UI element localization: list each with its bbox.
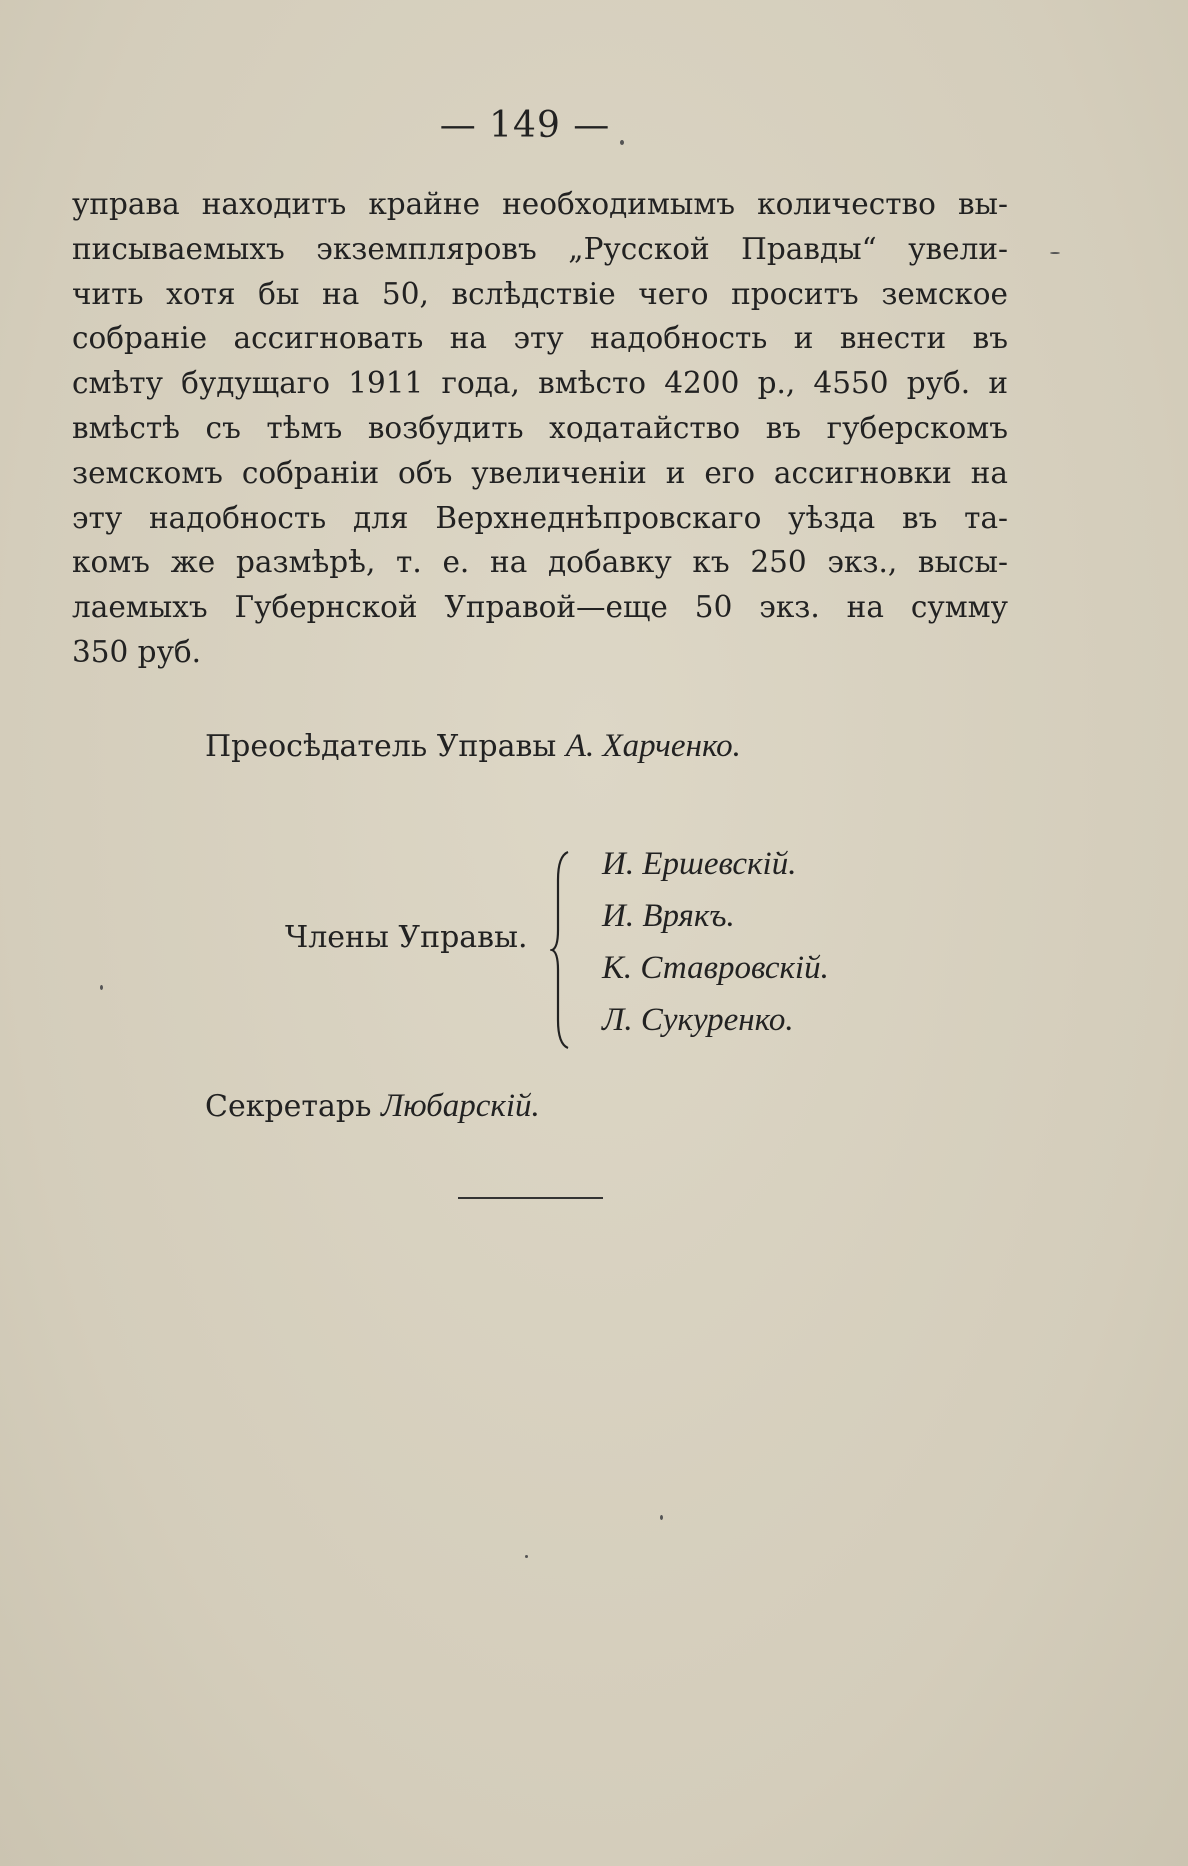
closing-rule [458, 1197, 603, 1199]
body-line: эту надобность для Верхнеднѣпровскаго уѣзда въ та- [72, 500, 1008, 535]
members-label: Члены Управы. [285, 920, 528, 955]
paper-speck [660, 1515, 663, 1520]
body-line: лаемыхъ Губернской Управой—еще 50 экз. на сумму [72, 590, 1008, 625]
body-line: вмѣстѣ съ тѣмъ возбудить ходатайство въ губерскомъ [72, 410, 1008, 445]
body-line: писываемыхъ экземпляровъ „Русской Правды“ увели- [72, 231, 1008, 266]
member-name: К. Ставровскій. [602, 950, 829, 986]
body-line: собраніе ассигновать на эту надобность и внести въ [72, 321, 1008, 356]
body-line: земскомъ собраніи объ увеличеніи и его ассигновки на [72, 455, 1008, 490]
page-number: — 149 — [439, 105, 611, 146]
body-line: смѣту будущаго 1911 года, вмѣсто 4200 р., 4550 руб. и [72, 366, 1008, 401]
member-name: Л. Сукуренко. [602, 1002, 794, 1038]
paper-speck [620, 140, 624, 145]
paper-speck [1050, 252, 1060, 254]
body-line: чить хотя бы на 50, вслѣдствіе чего проситъ земское [72, 276, 1008, 311]
body-line: управа находитъ крайне необходимымъ количество вы- [72, 187, 1008, 221]
members-list [602, 838, 829, 1046]
body-line: комъ же размѣрѣ, т. е. на добавку къ 250 экз., высы- [72, 545, 1008, 580]
curly-brace-icon [550, 850, 572, 1050]
member-name: И. Врякъ. [602, 898, 735, 934]
chairman-name: А. Харченко. [565, 728, 741, 764]
paper-speck [100, 985, 103, 990]
body-paragraph [72, 182, 1008, 675]
chairman-title: Преосѣдатель Управы [205, 729, 557, 764]
member-name: И. Ершевскій. [602, 846, 797, 882]
secretary-name: Любарскій. [380, 1088, 540, 1124]
paper-speck [525, 1555, 528, 1558]
secretary-signature [205, 1088, 540, 1125]
secretary-title: Секретарь [205, 1089, 372, 1124]
chairman-signature [205, 728, 741, 765]
body-line: 350 руб. [72, 634, 202, 669]
